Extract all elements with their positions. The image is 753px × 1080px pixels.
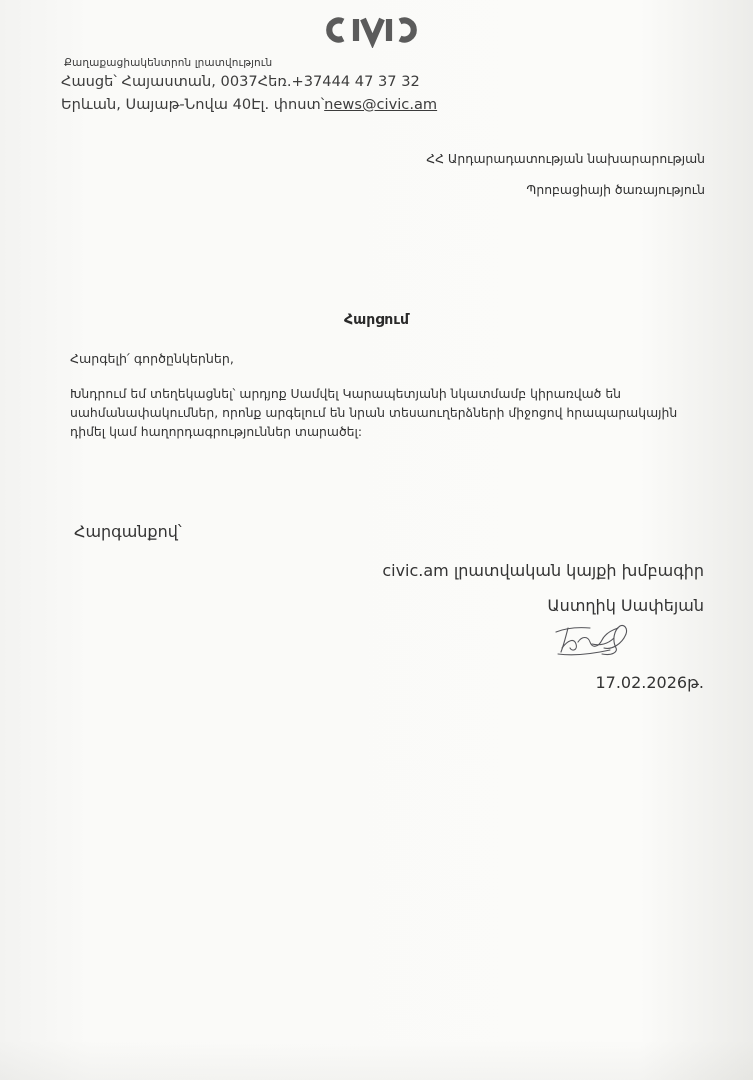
handwritten-signature bbox=[552, 618, 632, 660]
letter-date: 17.02.2026թ. bbox=[595, 673, 704, 692]
address-phone-line: Հասցե՝ Հայաստան, 0037Հեռ.+37444 47 37 32 bbox=[61, 73, 420, 90]
email-link[interactable]: news@civic.am bbox=[324, 96, 438, 113]
recipient-line-1: ՀՀ Արդարադատության նախարարության bbox=[426, 151, 705, 166]
logo-letter-c-mirrored bbox=[400, 21, 414, 40]
recipient-line-2: Պրոբացիայի ծառայություն bbox=[526, 182, 705, 197]
civic-logo bbox=[322, 12, 434, 48]
body-line-3: դիմել կամ հաղորդագրություններ տարածել: bbox=[70, 424, 363, 439]
letter-body bbox=[70, 384, 720, 441]
logo-letter-c bbox=[329, 21, 343, 40]
organization-name: Քաղաքացիակենտրոն լրատվություն bbox=[64, 57, 273, 69]
greeting: Հարգելի՛ գործընկերներ, bbox=[70, 351, 234, 366]
body-line-1: Խնդրում եմ տեղեկացնել՝ արդյոք Սամվել Կարապետյանի նկատմամբ կիրառված են bbox=[70, 386, 622, 401]
address-city-street: Երևան, Սայաթ-Նովա 40Էլ. փոստ՝ bbox=[61, 96, 325, 113]
signer-title: civic.am լրատվական կայքի խմբագիր bbox=[382, 561, 704, 580]
logo-letter-v bbox=[363, 19, 382, 41]
document-title: Հարցում bbox=[344, 312, 409, 328]
body-line-2: սահմանափակումներ, որոնք արգելում են նրան տեսաուղերձների միջոցով հրապարակային bbox=[70, 405, 678, 420]
signer-name: Աստղիկ Սափեյան bbox=[547, 596, 704, 615]
closing-phrase: Հարգանքով՝ bbox=[74, 522, 182, 541]
address-email-line bbox=[61, 96, 437, 113]
